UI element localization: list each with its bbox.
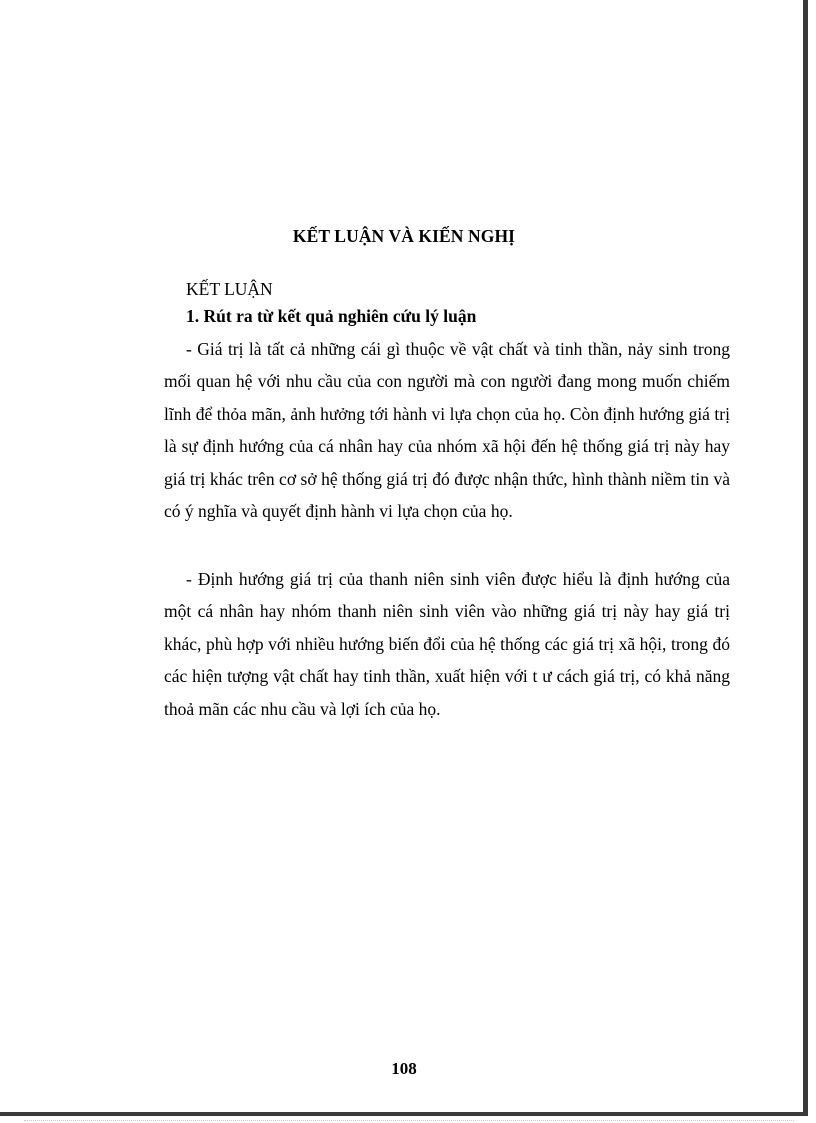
page-divider: [24, 1120, 794, 1121]
body-paragraph-2: - Định hướng giá trị của thanh niên sinh viên được hiểu là định hướng của một cá nhân hay nhóm thanh niên sinh viên vào những giá trị này hay giá trị khác, phù hợp với nhiều hướng biến đổi của hệ thống các giá trị xã hội, trong đó các hiện tượng vật chất hay tinh thần, xuất hiện với t ư cách giá trị, có khả năng thoả mãn các nhu cầu và lợi ích của họ.: [164, 569, 730, 719]
section-label: KẾT LUẬN: [186, 279, 273, 299]
subsection-heading: 1. Rút ra từ kết quả nghiên cứu lý luận: [186, 306, 477, 326]
page-number: 108: [391, 1059, 417, 1078]
page-title: KẾT LUẬN VÀ KIẾN NGHỊ: [292, 226, 516, 246]
body-paragraph-1: - Giá trị là tất cả những cái gì thuộc về vật chất và tinh thần, nảy sinh trong mối quan hệ với nhu cầu của con người mà con người đang mong muốn chiếm lĩnh để thỏa mãn, ảnh hưởng tới hành vi lựa chọn của họ. Còn định hướng giá trị là sự định hướng của cá nhân hay của nhóm xã hội đến hệ thống giá trị này hay giá trị khác trên cơ sở hệ thống giá trị đó được nhận thức, hình thành niềm tin và có ý nghĩa và quyết định hành vi lựa chọn của họ.: [164, 339, 730, 522]
